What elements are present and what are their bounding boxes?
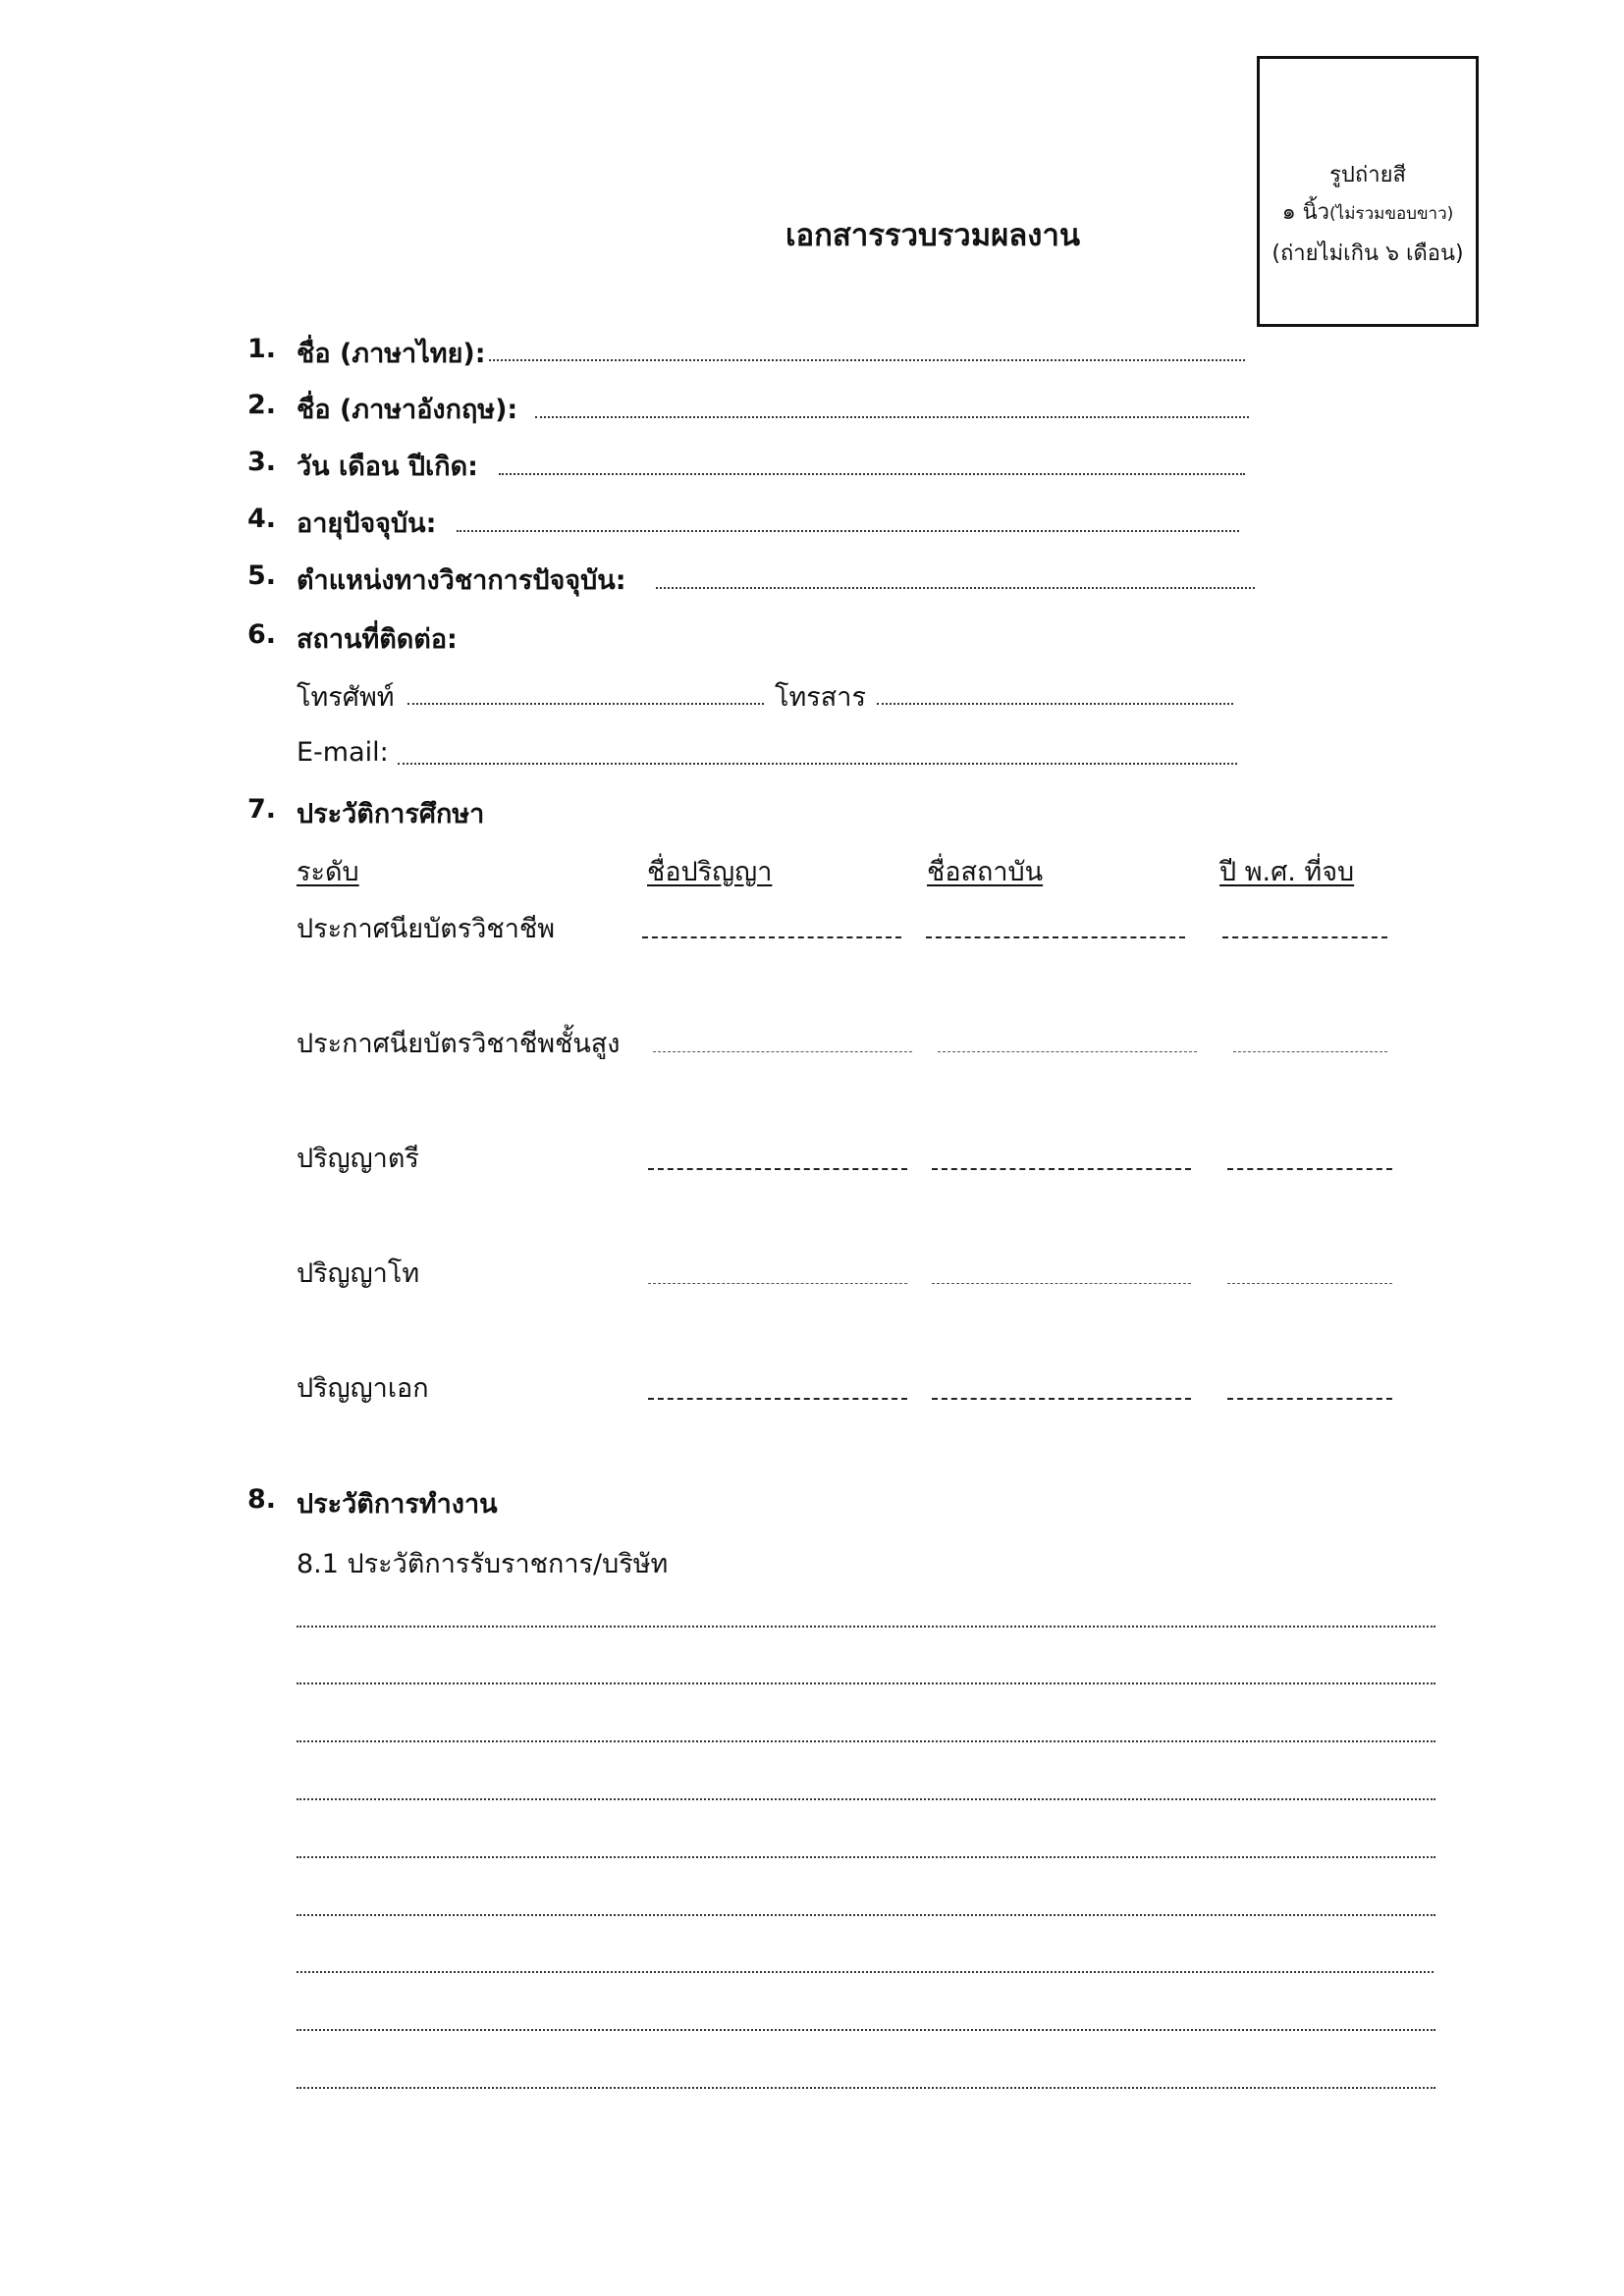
year-field-vocational[interactable] [1222,936,1387,938]
year-field-doctorate[interactable] [1227,1398,1392,1400]
work-history-line-3[interactable] [297,1740,1435,1742]
photo-placeholder-box [1257,56,1479,327]
photo-caption-line3: (ถ่ายไม่เกิน ๖ เดือน) [1272,241,1464,266]
name-thai-field[interactable] [489,359,1245,361]
field-3-label: วัน เดือน ปีเกิด: [297,452,478,482]
name-english-field[interactable] [535,416,1249,418]
email-label: E-mail: [297,737,389,768]
education-col-degree: ชื่อปริญญา [647,857,773,887]
degree-field-higher-vocational[interactable] [653,1051,912,1052]
work-number: 8. [247,1484,277,1515]
field-4-number: 4. [247,504,277,534]
photo-size: ๑ นิ้ว [1281,200,1330,225]
education-level-vocational: ประกาศนียบัตรวิชาชีพ [297,914,556,944]
work-history-line-7[interactable] [297,1971,1434,1973]
age-field[interactable] [457,530,1239,532]
degree-field-master[interactable] [648,1283,907,1284]
field-6-number: 6. [247,619,277,650]
institution-field-bachelor[interactable] [932,1168,1191,1170]
education-number: 7. [247,794,277,825]
degree-field-bachelor[interactable] [648,1168,907,1170]
academic-position-field[interactable] [656,587,1255,589]
education-col-level: ระดับ [297,857,359,887]
year-field-bachelor[interactable] [1227,1168,1392,1170]
fax-field[interactable] [877,703,1233,705]
work-heading: ประวัติการทำงาน [297,1489,498,1520]
work-history-line-9[interactable] [297,2087,1435,2089]
institution-field-master[interactable] [932,1283,1191,1284]
photo-caption-line2 [1260,194,1476,229]
education-level-bachelor: ปริญญาตรี [297,1144,419,1174]
phone-field[interactable] [407,703,764,705]
education-col-year: ปี พ.ศ. ที่จบ [1219,857,1355,887]
field-3-number: 3. [247,447,277,477]
education-col-institution: ชื่อสถาบัน [927,857,1044,887]
institution-field-vocational[interactable] [926,936,1185,938]
work-history-line-8[interactable] [297,2029,1435,2031]
field-5-label: ตำแหน่งทางวิชาการปัจจุบัน: [297,565,626,596]
year-field-master[interactable] [1227,1283,1392,1284]
degree-field-doctorate[interactable] [648,1398,907,1400]
year-field-higher-vocational[interactable] [1233,1051,1387,1052]
fax-label: โทรสาร [775,682,866,713]
page-title: เอกสารรวบรวมผลงาน [785,218,1081,253]
field-5-number: 5. [247,561,277,591]
education-level-doctorate: ปริญญาเอก [297,1373,429,1404]
phone-label: โทรศัพท์ [297,682,395,713]
work-history-line-5[interactable] [297,1856,1435,1858]
work-history-line-2[interactable] [297,1682,1435,1684]
photo-caption-line1: รูปถ่ายสี [1329,163,1406,187]
work-history-line-1[interactable] [297,1626,1435,1628]
education-heading: ประวัติการศึกษา [297,799,485,829]
education-level-higher-vocational: ประกาศนียบัตรวิชาชีพชั้นสูง [297,1029,621,1059]
field-2-number: 2. [247,390,277,420]
work-history-line-4[interactable] [297,1798,1435,1800]
institution-field-higher-vocational[interactable] [938,1051,1197,1052]
work-subheading: 8.1 ประวัติการรับราชการ/บริษัท [297,1549,669,1579]
field-6-label: สถานที่ติดต่อ: [297,624,458,655]
institution-field-doctorate[interactable] [932,1398,1191,1400]
field-1-number: 1. [247,334,277,364]
field-1-label: ชื่อ (ภาษาไทย): [297,339,486,369]
field-2-label: ชื่อ (ภาษาอังกฤษ): [297,395,518,425]
education-level-master: ปริญญาโท [297,1258,420,1289]
birth-date-field[interactable] [499,473,1245,475]
photo-size-note: (ไม่รวมขอบขาว) [1329,204,1454,224]
field-4-label: อายุปัจจุบัน: [297,508,437,539]
work-history-line-6[interactable] [297,1914,1435,1916]
degree-field-vocational[interactable] [642,936,901,938]
email-field[interactable] [398,763,1237,765]
